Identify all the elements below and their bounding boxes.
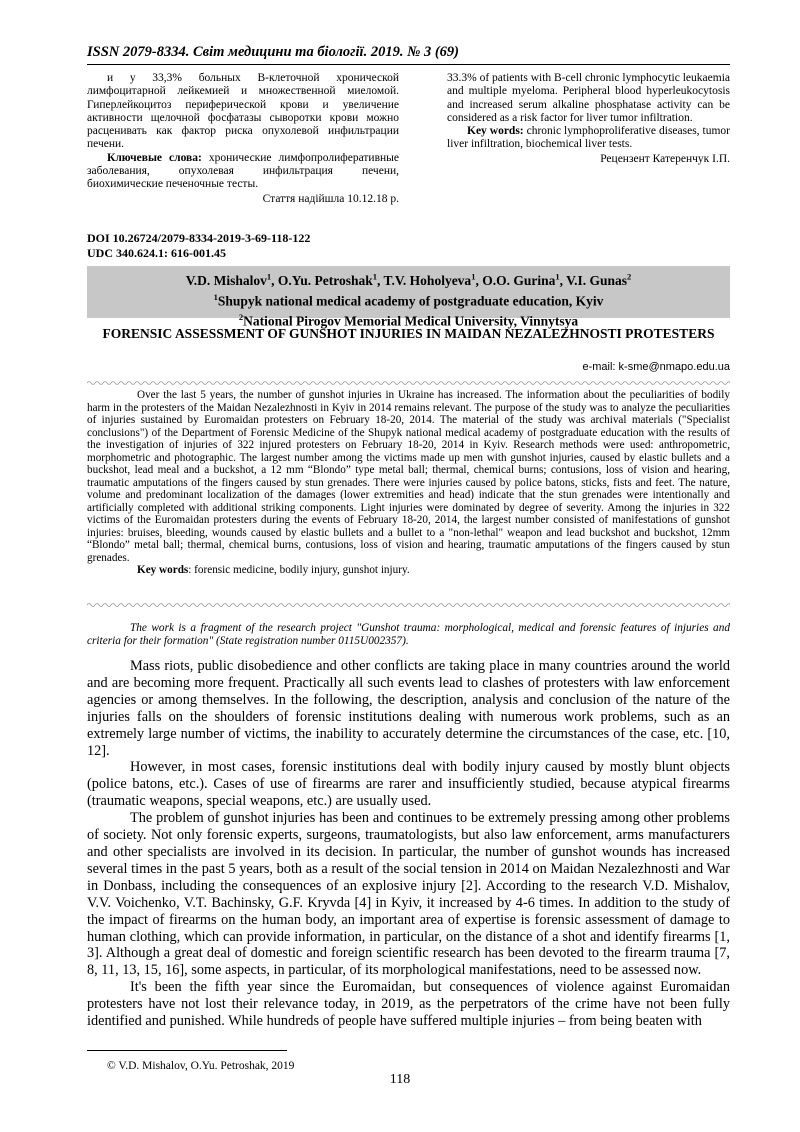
author: O.O. Gurina$^1$, <box>482 271 567 288</box>
doi: DOI 10.26724/2079-8334-2019-3-69-118-122 <box>87 231 311 245</box>
body-paragraph: Mass riots, public disobedience and other conflicts are taking place in many countries around the world and are becoming more frequent. Practically all such events lead to clashes of protesters with law enforcement agencies or among themselves. In the following, the description, analysis and conclusion of the nature of the injuries falls on the shoulders of forensic institutions dealing with numerous work problems, such as an extremely large number of victims, the inability to accurately determine the circumstances of the case, etc. [10, 12]. <box>87 658 730 759</box>
author: V.I. Gunas$^2$ <box>566 271 632 288</box>
prev-article-right-column <box>447 72 730 166</box>
header-rule <box>87 64 730 65</box>
wavy-separator-bottom <box>87 602 730 608</box>
prev-article-right-keywords-label: Key words: <box>467 125 524 138</box>
contact-email: e-mail: k-sme@nmapo.edu.ua <box>582 361 730 373</box>
author: T.V. Hoholyeva$^1$, <box>383 271 483 288</box>
prev-article-right-keywords <box>447 125 730 152</box>
article-title: FORENSIC ASSESSMENT OF GUNSHOT INJURIES IN MAIDAN NEZALEZHNOSTI PROTESTERS <box>102 326 715 341</box>
abstract-text: Over the last 5 years, the number of gunshot injuries in Ukraine has increased. The information about the peculiarities of bodily harm in the protesters of the Maidan Nezalezhnosti in Kyiv in 2014 remains relevant. The purpose of the study was to analyze the peculiarities of injuries sustained by Euromaidan protesters on February 18-20, 2014. The material of the study was archival materials ("Specialist conclusions") of the Department of Forensic Medicine of the Shupyk national medical academy of postgraduate education with the results of the investigation of injuries of 322 injured protesters on February 18-20, 2014 in Kyiv. Research methods were used: anthropometric, morphometric and photographic. The largest number among the victims made up men with gunshot injuries, caused by elastic bullets and a buckshot, lead meal and a buckshot, a 12 mm “Blondo” type metal ball; thermal, chemical burns; contusions, loss of vision and hearing, traumatic amputations of the fingers caused by stun grenades. There were injuries caused by police batons, sticks, fists and feet. The nature, volume and predominant localization of the damages (lower extremities and head) indicate that the stun grenades were intentionally and artificially completed with additional striking components. Light injuries were dominated by degree of severity. Among the injuries in 322 victims of the Euromaidan protesters during the events of February 18-20, 2014, the largest number consisted of manifestations of gunshot injuries: bruises, bleeding, wounds caused by elastic bullets and a bullet to a "non-lethal" weapon and lead buckshot and buckshot, 12mm “Blondo” metal ball; thermal, chemical burns, contusions, loss of vision and hearing, traumatic amputations of the fingers caused by stun grenades. <box>87 389 730 564</box>
body-paragraph: However, in most cases, forensic institutions deal with bodily injury caused by mostly blunt objects (police batons, etc.). Cases of use of firearms are rarer and insufficiently studied, because atypical firearms (traumatic weapons, special weapons, etc.) are usually used. <box>87 759 730 810</box>
wavy-line <box>87 604 730 607</box>
footer-rule <box>87 1050 287 1051</box>
wavy-separator-top <box>87 380 730 386</box>
authors-box <box>87 266 730 329</box>
affiliation: $^1$Shupyk national medical academy of postgraduate education, Kyiv <box>213 291 604 308</box>
prev-article-left-column <box>87 72 399 206</box>
affiliation: $^2$National Pirogov Memorial Medical University, Vinnytsya <box>238 312 579 329</box>
prev-article-left-text: и у 33,3% больных В-клеточной хронической лимфоцитарной лейкемией и множественной миеломой. Гиперлейкоцитоз периферической крови и увеличение активности щелочной фосфатазы сыворотки крови можно расценивать как фактор риска опухолевой инфильтрации печени. <box>87 72 399 151</box>
prev-article-right-text: 33.3% of patients with B-cell chronic lymphocytic leukaemia and multiple myeloma. Peripheral blood hyperleukocytosis and increased serum alkaline phosphatase activity can be considered as a risk factor for liver tumor infiltration. <box>447 72 730 124</box>
body-text <box>87 658 730 1030</box>
body-paragraph: It's been the fifth year since the Euromaidan, but consequences of violence against Euromaidan protesters have not lost their relevance today, in 2019, as the perpetrators of the crime have not been fully identified and punished. While hundreds of people have suffered multiple injuries – from being beaten with <box>87 979 730 1030</box>
authors-line <box>87 268 730 289</box>
received-date: Стаття надійшла 10.12.18 р. <box>262 192 399 205</box>
body-paragraph: The problem of gunshot injuries has been and continues to be extremely pressing among other problems of society. Not only forensic experts, surgeons, traumatologists, but also law enforcement, arms manufacturers and other specialists are involved in its decision. In particular, the number of gunshot wounds has increased several times in the past 5 years, both as a result of the social tension in 2014 on Maidan Nezalezhnosti and War in Donbass, including the consequences of an explosive injury [2]. According to the research V.D. Mishalov, V.V. Voichenko, V.T. Bachinsky, G.F. Kryvda [4] in Kyiv, it increased by 4-6 times. In addition to the study of the impact of firearms on the human body, an important area of expertise is forensic assessment of damage to human clothing, which can provide information, in particular, on the distance of a shot and identify firearms [1, 3]. Although a great deal of domestic and foreign scientific research has been devoted to the firearm trauma [7, 8, 11, 13, 15, 16], some aspects, in particular, of its morphological manifestations, need to be assessed now. <box>87 810 730 979</box>
doi-block <box>87 231 310 261</box>
udc: UDC 340.624.1: 616-001.45 <box>87 246 226 260</box>
reviewer: Рецензент Катеренчук І.П. <box>600 152 730 165</box>
journal-header: ISSN 2079-8334. Світ медицини та біології. 2019. № 3 (69) <box>87 44 459 60</box>
author: V.D. Mishalov$^1$, <box>185 271 278 288</box>
copyright: © V.D. Mishalov, O.Yu. Petroshak, 2019 <box>107 1060 295 1072</box>
prev-article-left-keywords-label: Ключевые слова: <box>107 151 202 164</box>
abstract <box>87 389 730 577</box>
prev-article-right-keywords-text: chronic lymphoproliferative diseases, tumor liver infiltration, biochemical liver tests. <box>447 125 730 151</box>
abstract-keywords-text: : forensic medicine, bodily injury, gunshot injury. <box>188 564 410 576</box>
prev-article-left-keywords-text: хронические лимфопролиферативные заболевания, опухолевая инфильтрация печени, биохимические печеночные тесты. <box>87 151 399 191</box>
prev-article-left-keywords <box>87 152 399 192</box>
project-note <box>87 622 730 648</box>
project-note-text: The work is a fragment of the research project "Gunshot trauma: morphological, medical and forensic features of injuries and criteria for their formation" (State registration number 0115U002357). <box>87 622 730 647</box>
page-number: 118 <box>389 1072 411 1087</box>
abstract-keywords-label: Key words <box>137 564 189 576</box>
wavy-line <box>87 382 730 385</box>
abstract-keywords <box>87 564 730 577</box>
author: O.Yu. Petroshak$^1$, <box>277 271 384 288</box>
